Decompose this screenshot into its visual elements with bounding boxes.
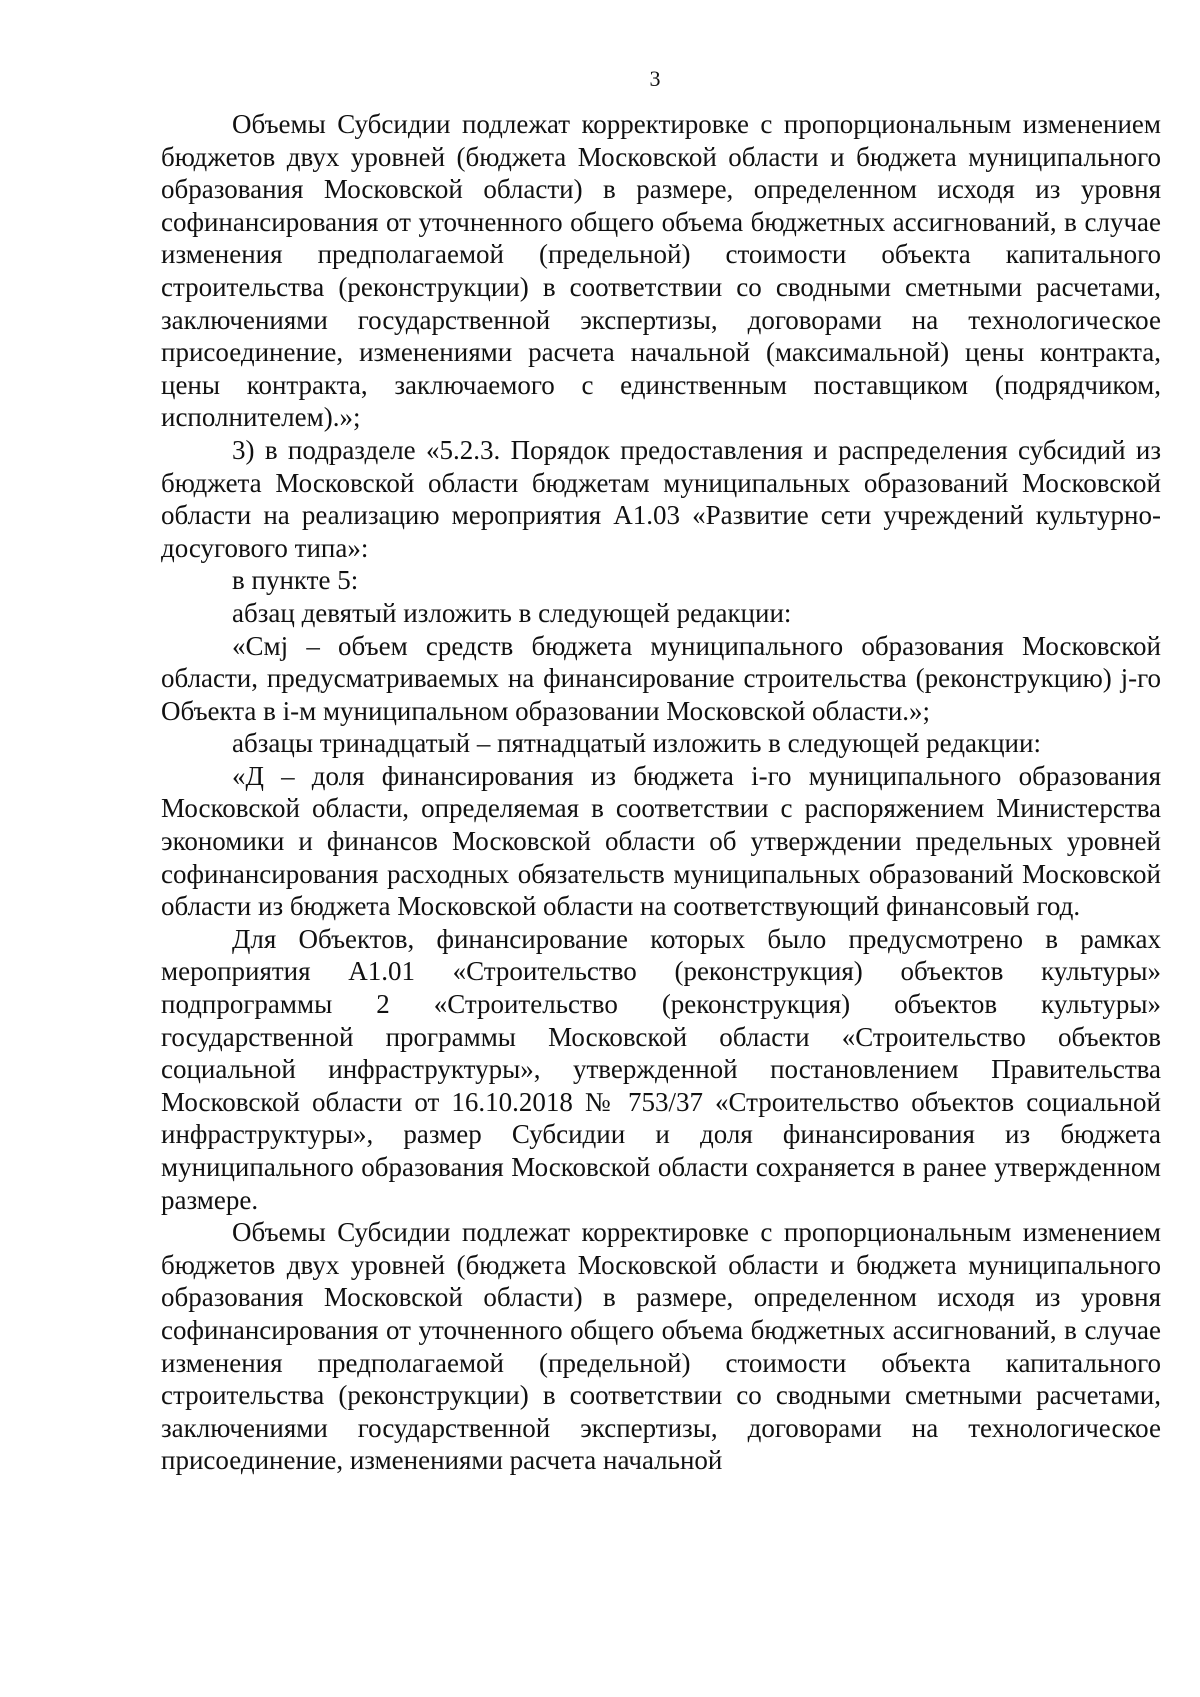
paragraph-thirteenth-fifteenth-instruction: абзацы тринадцатый – пятнадцатый изложить в следующей редакции: [232,728,1041,759]
document-body [161,108,1161,1477]
paragraph-subsidy-adjustment-1: Объемы Субсидии подлежат корректировке с пропорциональным изменением бюджетов двух уровней (бюджета Московской области и бюджета муниципального образования Московской области) в размере, определенном исходя из уровня софинансирования от уточненного общего объема бюджетных ассигнований, в случае изменения предполагаемой (предельной) стоимости объекта капитального строительства (реконструкции) в соответствии со сводными сметными расчетами, заключениями государственной экспертизы, договорами на технологическое присоединение, изменениями расчета начальной (максимальной) цены контракта, цены контракта, заключаемого с единственным поставщиком (подрядчиком, исполнителем).»; [161,109,1161,433]
paragraph-amendment-subsection-5-2-3: 3) в подразделе «5.2.3. Порядок предоставления и распределения субсидий из бюджета Московской области бюджетам муниципальных образований Московской области на реализацию мероприятия А1.03 «Развитие сети учреждений культурно-досугового типа»: [161,434,1161,563]
paragraph-objects-a1-01: Для Объектов, финансирование которых было предусмотрено в рамках мероприятия А1.01 «Строительство (реконструкция) объектов культуры» подпрограммы 2 «Строительство (реконструкция) объектов культуры» государственной программы Московской области «Строительство объектов социальной инфраструктуры», утвержденной постановлением Правительства Московской области от 16.10.2018 № 753/37 «Строительство объектов социальной инфраструктуры», размер Субсидии и доля финансирования из бюджета муниципального образования Московской области сохраняется в ранее утвержденном размере. [161,923,1161,1215]
page-number: 3 [649,66,661,91]
paragraph-smj-definition: «Смj – объем средств бюджета муниципального образования Московской области, предусматриваемых на финансирование строительства (реконструкцию) j-го Объекта в i-м муниципальном образовании Московской области.»; [161,630,1161,726]
paragraph-ninth-abzac-instruction: абзац девятый изложить в следующей редакции: [232,597,792,628]
paragraph-d-definition: «Д – доля финансирования из бюджета i-го муниципального образования Московской области, определяемая в соответствии с распоряжением Министерства экономики и финансов Московской области об утверждении предельных уровней софинансирования расходных обязательств муниципальных образований Московской области из бюджета Московской области на соответствующий финансовый год. [161,760,1161,922]
paragraph-clause-5: в пункте 5: [232,565,359,596]
paragraph-subsidy-adjustment-2: Объемы Субсидии подлежат корректировке с пропорциональным изменением бюджетов двух уровней (бюджета Московской области и бюджета муниципального образования Московской области) в размере, определенном исходя из уровня софинансирования от уточненного общего объема бюджетных ассигнований, в случае изменения предполагаемой (предельной) стоимости объекта капитального строительства (реконструкции) в соответствии со сводными сметными расчетами, заключениями государственной экспертизы, договорами на технологическое присоединение, изменениями расчета начальной [161,1217,1161,1476]
